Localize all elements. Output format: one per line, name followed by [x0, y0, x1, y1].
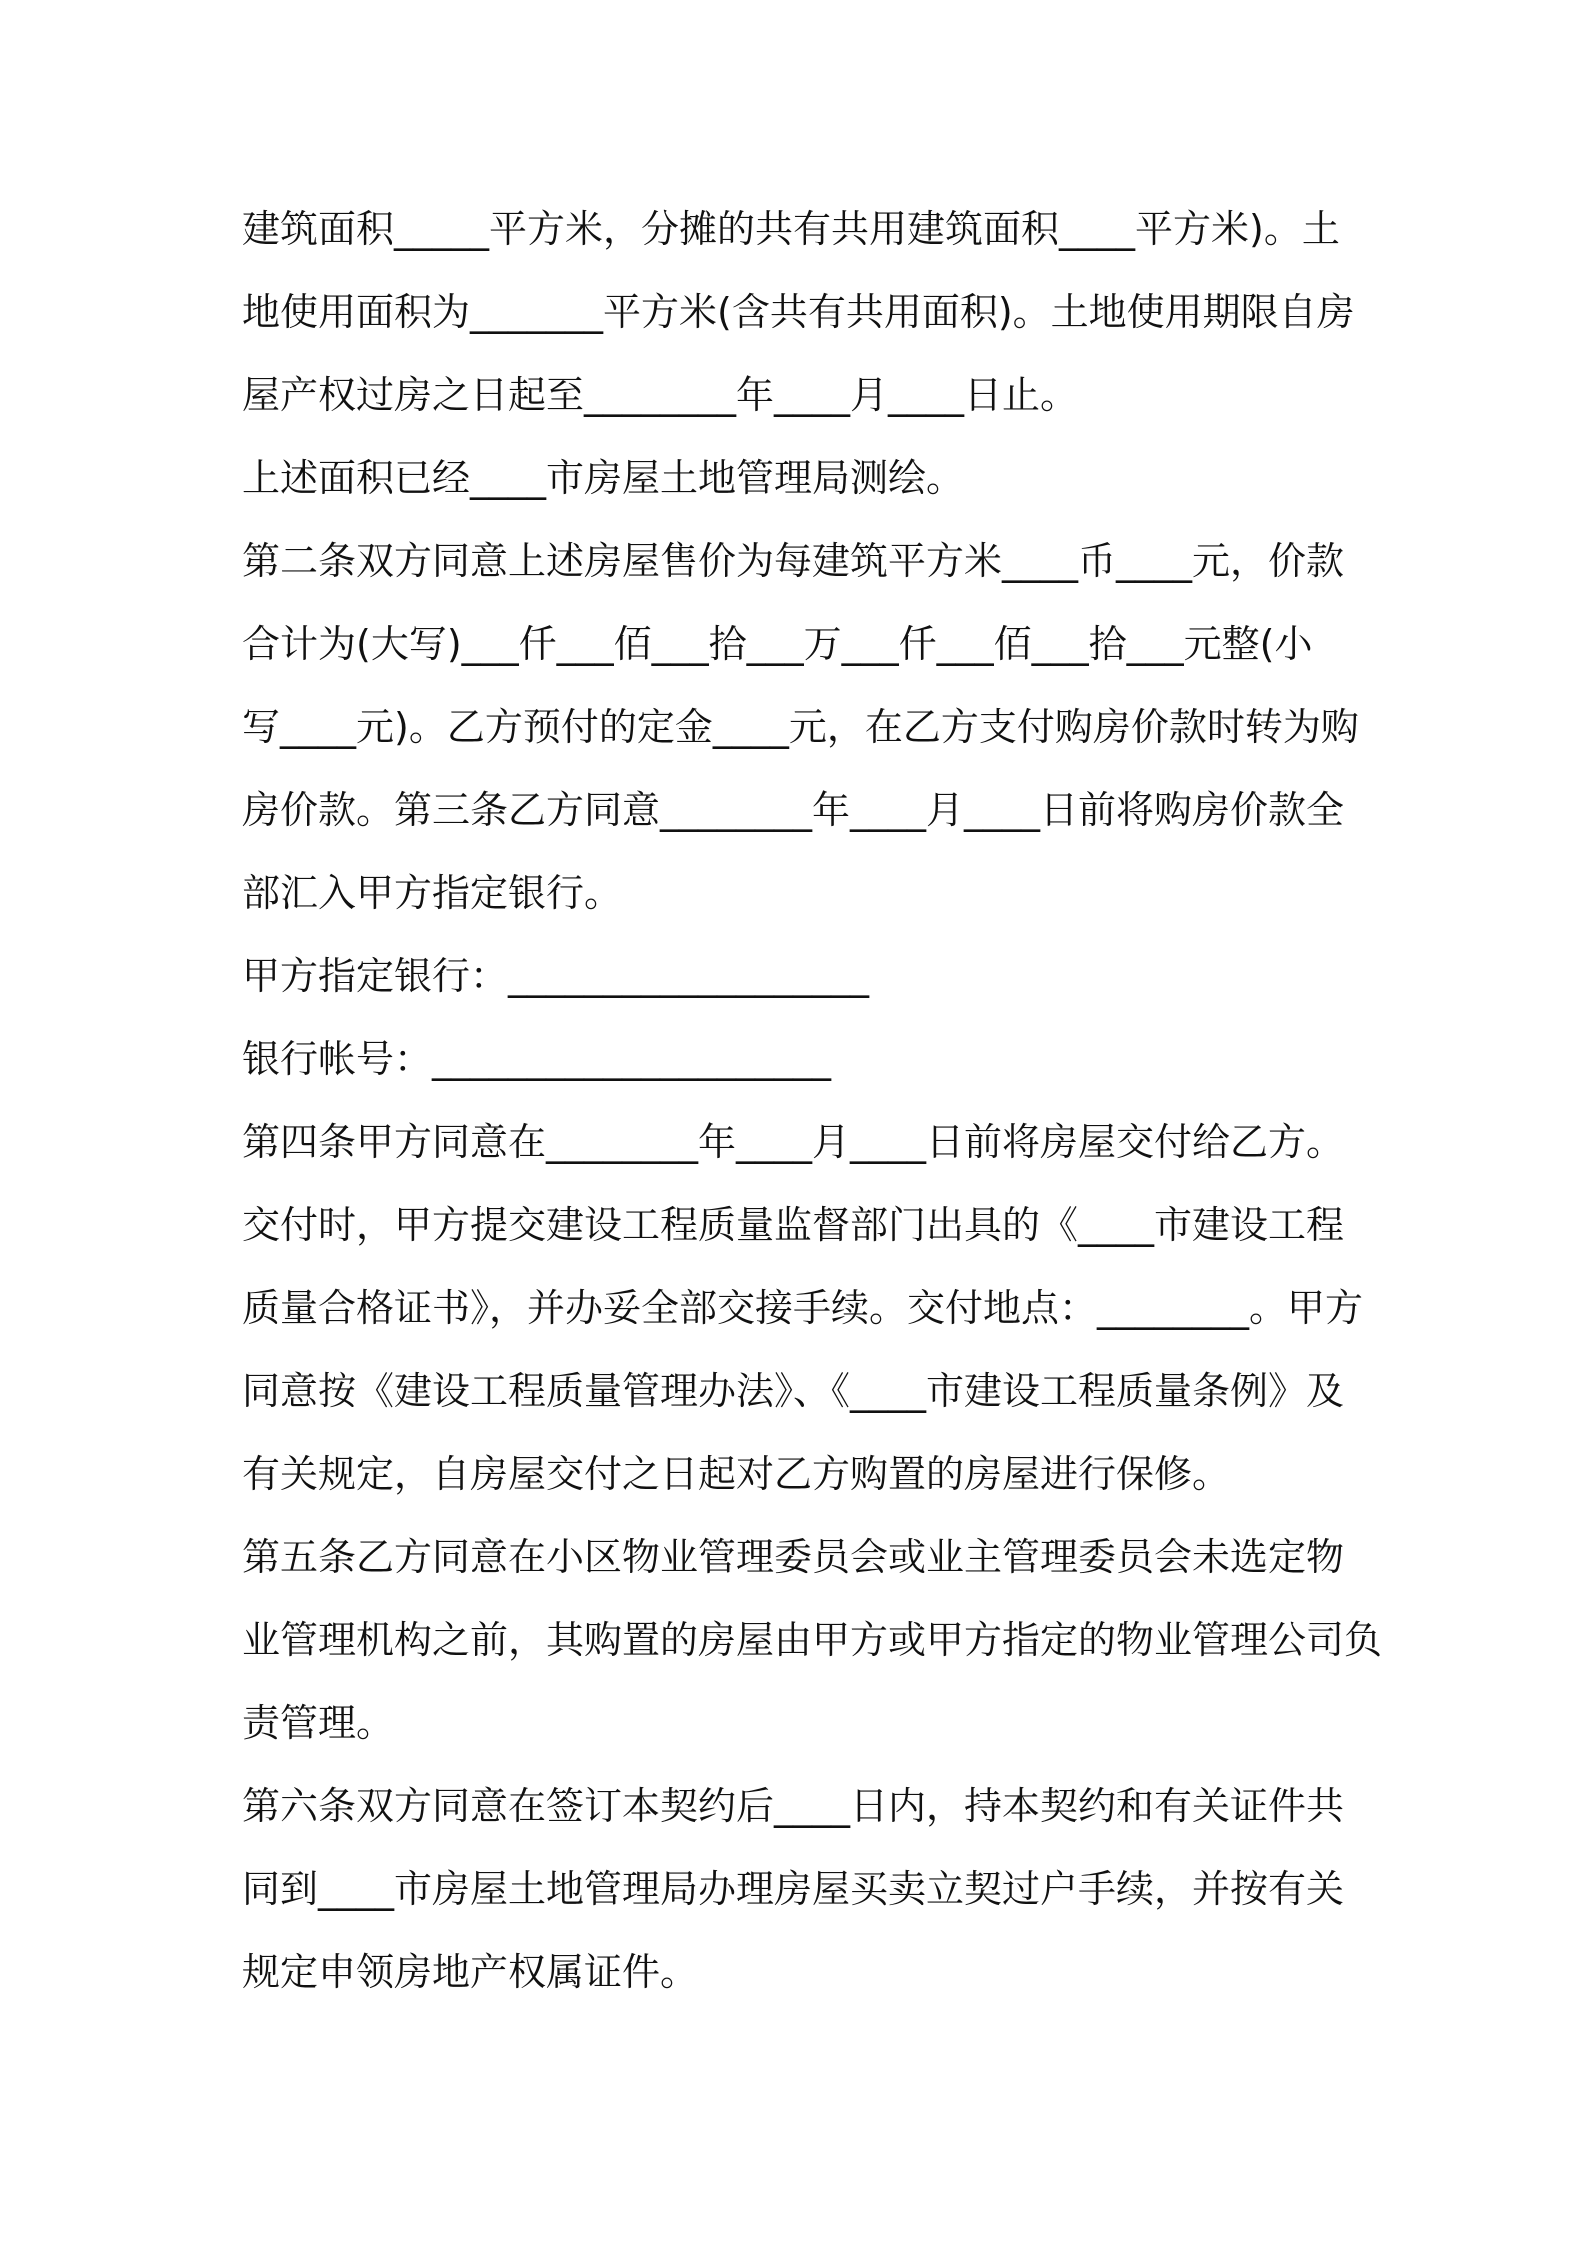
text-line: 地使用面积为_______平方米(含共有共用面积)。土地使用期限自房: [242, 290, 1355, 334]
text-line: 责管理。: [242, 1701, 395, 1745]
text-line: 上述面积已经____市房屋土地管理局测绘。: [242, 456, 965, 500]
contract-body: [242, 188, 1383, 2014]
text-line: 第六条双方同意在签订本契约后____日内，持本契约和有关证件共: [242, 1784, 1345, 1828]
text-line: 合计为(大写)___仟___佰___拾___万___仟___佰___拾___元整(小: [242, 622, 1313, 666]
text-line: 甲方指定银行：___________________: [242, 954, 870, 998]
text-line: 第四条甲方同意在________年____月____日前将房屋交付给乙方。: [242, 1120, 1345, 1164]
text-line: 同意按《建设工程质量管理办法》、《____市建设工程质量条例》及: [242, 1369, 1345, 1413]
text-line: 第五条乙方同意在小区物业管理委员会或业主管理委员会未选定物: [242, 1535, 1345, 1579]
text-line: 屋产权过房之日起至________年____月____日止。: [242, 373, 1079, 417]
text-line: 同到____市房屋土地管理局办理房屋买卖立契过户手续，并按有关: [242, 1867, 1345, 1911]
text-line: 有关规定，自房屋交付之日起对乙方购置的房屋进行保修。: [242, 1452, 1231, 1496]
text-line: 银行帐号：_____________________: [242, 1037, 832, 1081]
text-line: 规定申领房地产权属证件。: [242, 1950, 699, 1994]
text-line: 写____元)。乙方预付的定金____元，在乙方支付购房价款时转为购: [242, 705, 1359, 749]
text-line: 部汇入甲方指定银行。: [242, 871, 623, 915]
text-line: 业管理机构之前，其购置的房屋由甲方或甲方指定的物业管理公司负: [242, 1618, 1383, 1662]
text-line: 质量合格证书》，并办妥全部交接手续。交付地点：________。甲方: [242, 1286, 1364, 1330]
text-line: 建筑面积_____平方米，分摊的共有共用建筑面积____平方米)。土: [242, 207, 1340, 251]
text-line: 交付时，甲方提交建设工程质量监督部门出具的《____市建设工程: [242, 1203, 1345, 1247]
text-line: 第二条双方同意上述房屋售价为每建筑平方米____币____元，价款: [242, 539, 1345, 583]
text-line: 房价款。第三条乙方同意________年____月____日前将购房价款全: [242, 788, 1345, 832]
